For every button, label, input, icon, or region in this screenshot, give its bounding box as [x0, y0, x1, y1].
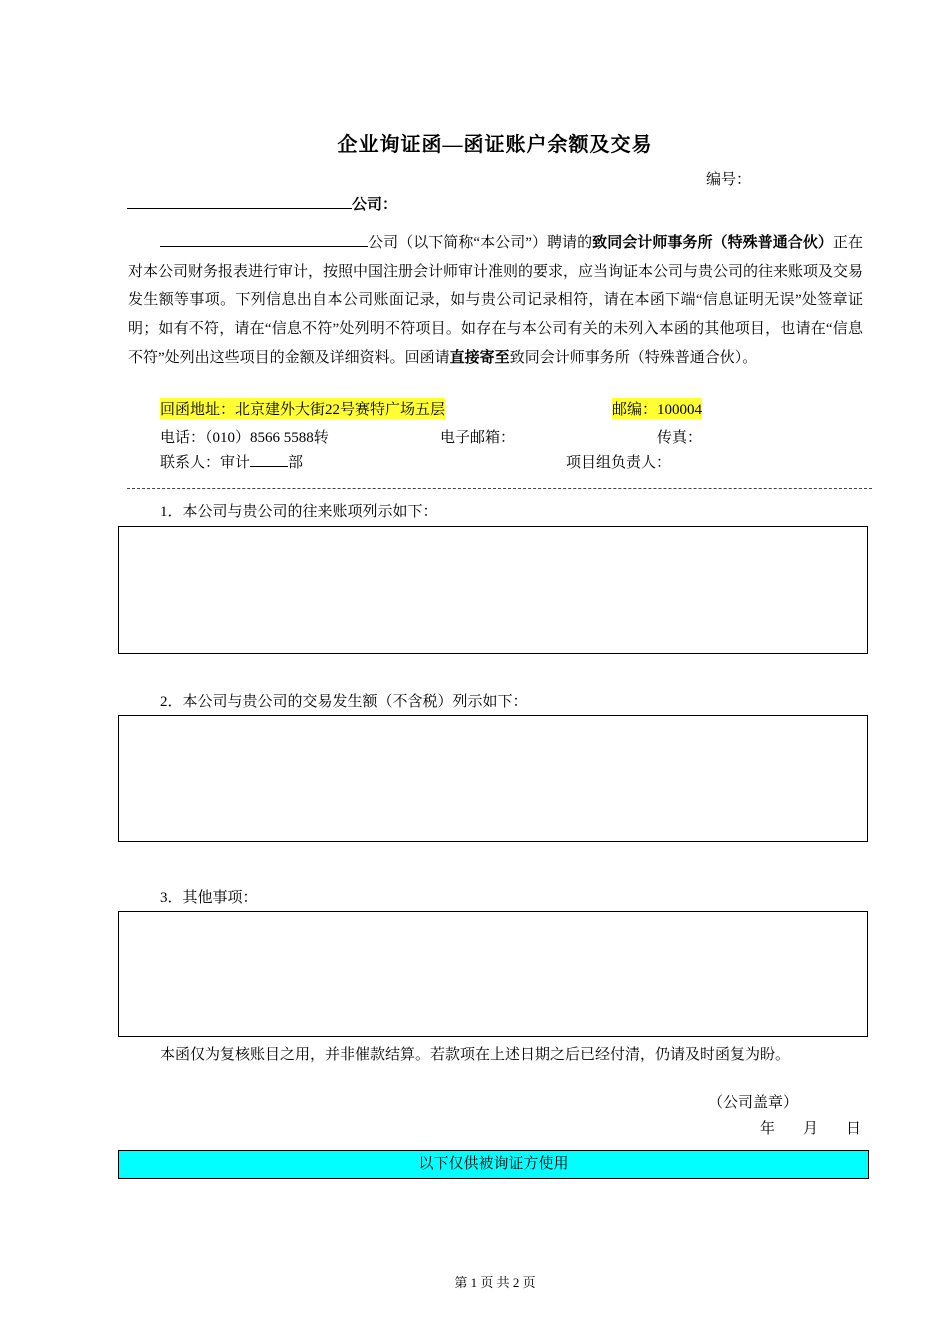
return-address: 回函地址：北京建外大街22号赛特广场五层	[160, 398, 445, 419]
number-label: 编号：	[706, 172, 752, 188]
document-title: 企业询证函—函证账户余额及交易	[337, 134, 653, 156]
addressee-company-label: 公司：	[352, 197, 398, 213]
page-footer: 第 1 页 共 2 页	[454, 1275, 536, 1290]
cut-line-divider	[127, 488, 872, 489]
year-label: 年	[760, 1121, 776, 1137]
section-3-box[interactable]	[118, 911, 868, 1037]
section-2-box[interactable]	[118, 715, 868, 842]
section-2-label: 2．本公司与贵公司的交易发生额（不含税）列示如下：	[160, 694, 528, 710]
contact-person	[160, 451, 303, 472]
day-label: 日	[846, 1121, 862, 1137]
fax-label: 传真：	[657, 430, 703, 446]
intro-direct-send: 直接寄至	[449, 349, 510, 366]
intro-part3: 致同会计师事务所（特殊普通合伙）。	[509, 349, 758, 366]
zip-code: 邮编：100004	[612, 398, 702, 419]
confirmer-use-bar: 以下仅供被询证方使用	[118, 1150, 869, 1179]
email-label: 电子邮箱：	[440, 430, 516, 446]
addressee-blank[interactable]	[127, 192, 352, 209]
phone-label: 电话：（010）8566 5588转	[160, 430, 329, 446]
closing-note: 本函仅为复核账目之用，并非催款结算。若款项在上述日期之后已经付清，仍请及时函复为盼。	[160, 1047, 791, 1063]
company-seal-label: （公司盖章）	[708, 1095, 799, 1111]
section-1-label: 1．本公司与贵公司的往来账项列示如下：	[160, 504, 438, 520]
intro-firm-name: 致同会计师事务所（特殊普通合伙）	[592, 235, 833, 251]
intro-part2: 正在对本公司财务报表进行审计，按照中国注册会计师审计准则的要求，应当询证本公司与贵公司的往来账项及交易发生额等事项。下列信息出自本公司账面记录，如与贵公司记录相符，请在本函下端“信息证明无误”处签章证明；如有不符，请在“信息不符”处列明不符项目。如存在与本公司有关的未列入本函的其他项目，也请在“信息不符”处列出这些项目的金额及详细资料。回函请	[128, 235, 864, 366]
contact-suffix: 部	[288, 455, 304, 471]
contact-prefix: 联系人：审计	[160, 455, 251, 471]
intro-part1: 公司（以下简称“本公司”）聘请的	[368, 235, 593, 251]
intro-paragraph	[128, 229, 863, 373]
section-3-label: 3．其他事项：	[160, 890, 258, 906]
section-1-box[interactable]	[118, 526, 868, 654]
department-blank[interactable]	[250, 452, 288, 467]
addressee-line	[127, 192, 397, 214]
client-name-blank[interactable]	[160, 230, 368, 247]
month-label: 月	[803, 1121, 819, 1137]
project-leader-label: 项目组负责人：	[566, 455, 672, 471]
date-line	[760, 1117, 861, 1138]
